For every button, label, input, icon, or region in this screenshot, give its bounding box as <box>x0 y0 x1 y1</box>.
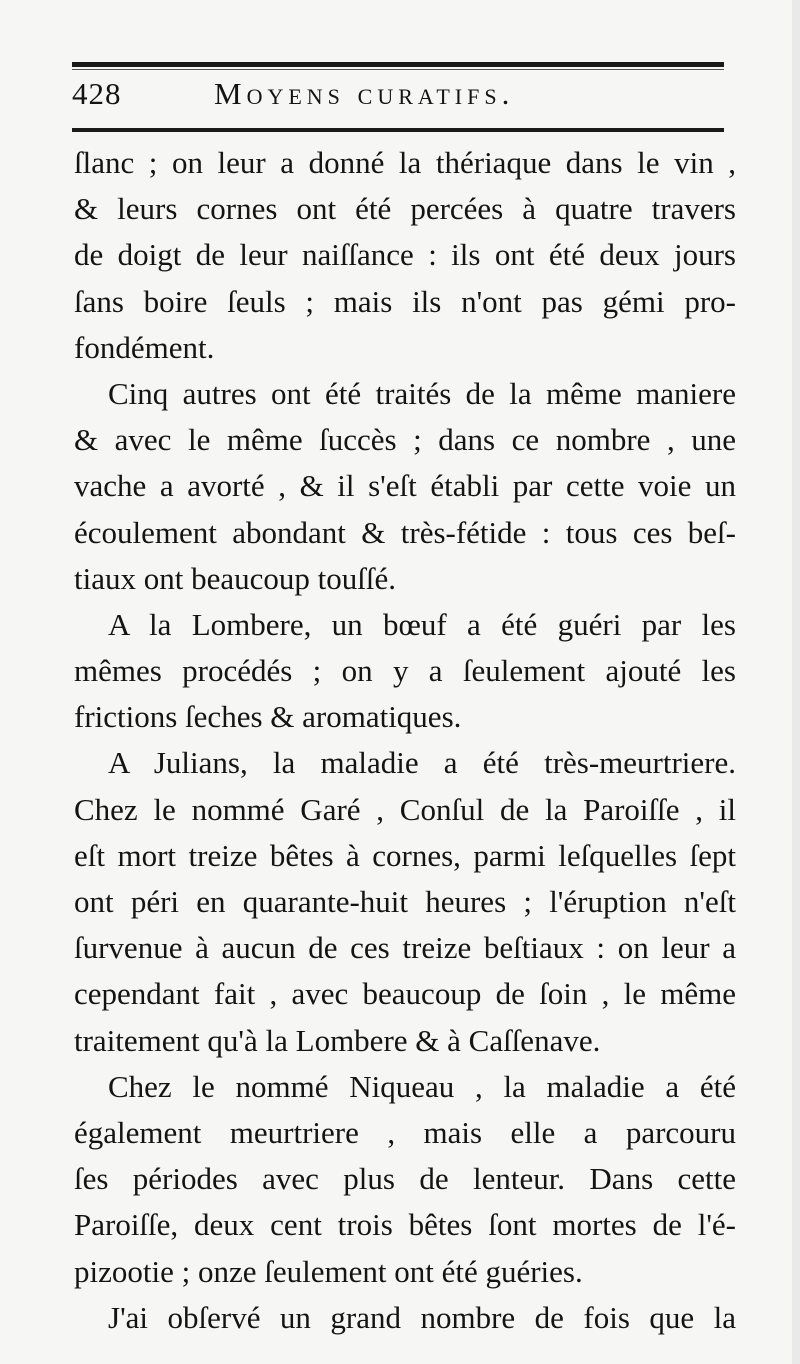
text-line: Cinq autres ont été traités de la même maniere <box>108 375 736 411</box>
text-line: ſurvenue à aucun de ces treize beſtiaux : on leur a <box>74 930 736 966</box>
text-line: ſlanc ; on leur a donné la thériaque dans le vin , <box>74 145 736 180</box>
body-text <box>74 140 736 1341</box>
text-line: ſes périodes avec plus de lenteur. Dans cette <box>74 1161 736 1197</box>
text-line: A la Lombere, un bœuf a été guéri par les <box>108 606 736 642</box>
text-line: eſt mort treize bêtes à cornes, parmi leſquelles ſept <box>74 837 736 873</box>
text-line: de doigt de leur naiſſance : ils ont été deux jours <box>74 237 736 273</box>
text-line: A Julians, la maladie a été très-meurtriere. <box>108 745 736 781</box>
text-line: frictions ſeches & aromatiques. <box>74 699 462 735</box>
text-line: cependant fait , avec beaucoup de ſoin , le même <box>74 976 736 1012</box>
text-line: & avec le même ſuccès ; dans ce nombre , une <box>74 422 736 458</box>
text-line: fondément. <box>74 329 215 365</box>
text-line: écoulement abondant & très-fétide : tous ces beſ- <box>74 514 736 550</box>
text-line: Chez le nommé Niqueau , la maladie a été <box>108 1068 736 1104</box>
text-line: Paroiſſe, deux cent trois bêtes ſont mortes de l'é- <box>74 1207 736 1243</box>
text-line: également meurtriere , mais elle a parcouru <box>74 1114 736 1150</box>
text-line: pizootie ; onze ſeulement ont été guéries. <box>74 1253 583 1289</box>
running-title: Moyens curatifs. <box>214 76 515 111</box>
text-line: vache a avorté , & il s'eſt établi par cette voie un <box>74 468 736 504</box>
header-rule-bottom <box>72 128 724 132</box>
text-line: & leurs cornes ont été percées à quatre travers <box>74 191 736 227</box>
text-line: traitement qu'à la Lombere & à Caſſenave. <box>74 1022 601 1058</box>
text-line: ont péri en quarante-huit heures ; l'éruption n'eſt <box>74 884 736 919</box>
running-header <box>72 74 724 118</box>
page-number: 428 <box>72 76 122 111</box>
text-line: tiaux ont beaucoup touſſé. <box>74 560 396 596</box>
text-line: mêmes procédés ; on y a ſeulement ajouté les <box>74 653 736 689</box>
text-line: J'ai obſervé un grand nombre de fois que la <box>108 1299 736 1335</box>
text-line: Chez le nommé Garé , Conſul de la Paroiſſe , il <box>74 791 736 827</box>
header-rule-top-thin <box>72 69 724 70</box>
header-rule-top <box>72 62 724 67</box>
text-line: ſans boire ſeuls ; mais ils n'ont pas gémi pro- <box>74 283 736 319</box>
